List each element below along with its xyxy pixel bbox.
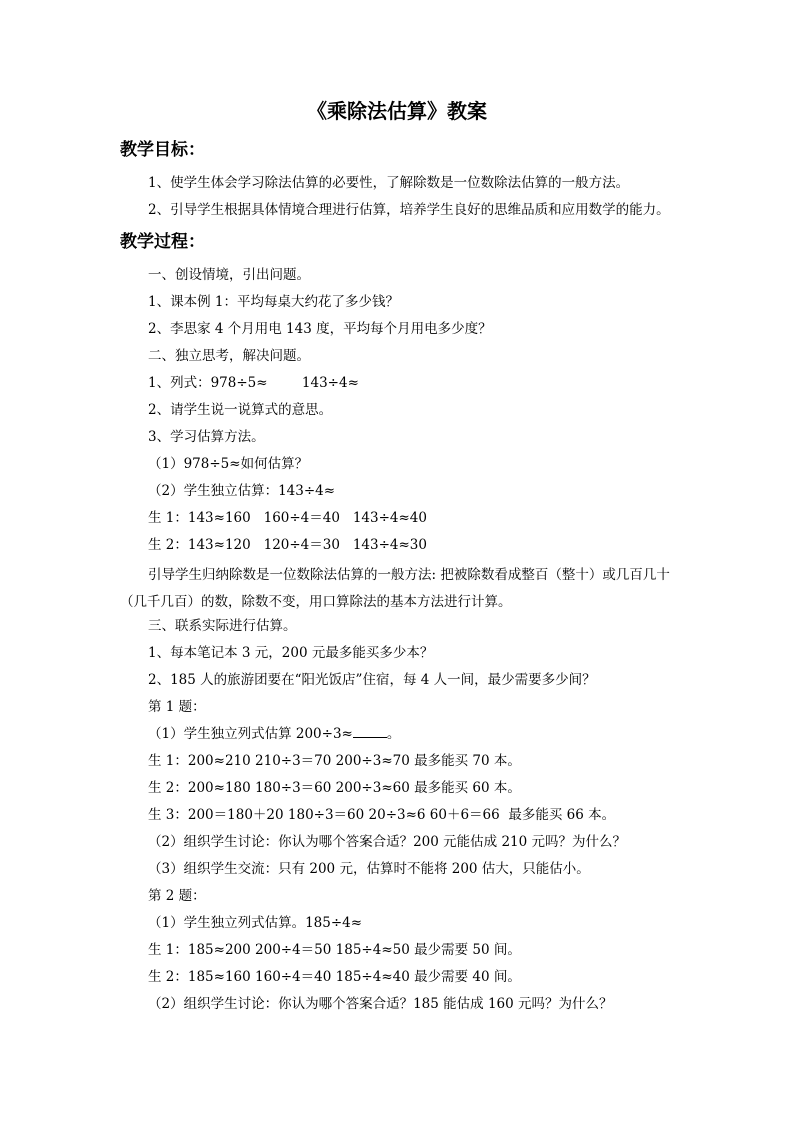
process-heading: 教学过程： bbox=[120, 232, 205, 252]
part3-item-1: 1、每本笔记本 3 元，200 元最多能买多少本？ bbox=[148, 645, 434, 661]
part2-item-4: （1）978÷5≈如何估算？ bbox=[148, 456, 309, 472]
part2-item-3: 3、学习估算方法。 bbox=[148, 429, 265, 445]
part2-item-6: 生 1：143≈160 160÷4＝40 143÷4≈40 bbox=[148, 510, 427, 526]
q1-line bbox=[148, 724, 400, 744]
part3-item-2: 2、185 人的旅游团要在“阳光饭店”住宿，每 4 人一间，最少需要多少间？ bbox=[148, 672, 596, 688]
q1-item-4: （2）组织学生讨论：你认为哪个答案合适？200 元能估成 210 元吗？为什么？ bbox=[148, 834, 626, 850]
part2-item-7: 生 2：143≈120 120÷4＝30 143÷4≈30 bbox=[148, 537, 427, 553]
part1-item-2: 2、李思家 4 个月用电 143 度，平均每个月用电多少度？ bbox=[148, 321, 492, 337]
document-title: 《乘除法估算》教案 bbox=[307, 99, 487, 123]
part2-item-1: 1、列式：978÷5≈ 143÷4≈ bbox=[148, 375, 359, 391]
part3-item-3: 第 1 题： bbox=[148, 699, 206, 715]
q1-item-1: 生 1：200≈210 210÷3＝70 200÷3≈70 最多能买 70 本。 bbox=[148, 753, 521, 769]
part2-item-5: （2）学生独立估算：143÷4≈ bbox=[148, 483, 336, 499]
q2-item-4: 生 2：185≈160 160÷4＝40 185÷4≈40 最少需要 40 间。 bbox=[148, 969, 521, 985]
part3-title: 三、联系实际进行估算。 bbox=[148, 618, 297, 634]
q1-item-5: （3）组织学生交流：只有 200 元，估算时不能将 200 估大，只能估小。 bbox=[148, 861, 590, 877]
part2-item-2: 2、请学生说一说算式的意思。 bbox=[148, 402, 333, 418]
q1-suffix: 。 bbox=[386, 726, 401, 742]
answer-blank bbox=[353, 725, 387, 738]
q2-item-1: 第 2 题： bbox=[148, 888, 206, 904]
q2-item-5: （2）组织学生讨论：你认为哪个答案合适？185 能估成 160 元吗？为什么？ bbox=[148, 996, 613, 1012]
goal-2: 2、引导学生根据具体情境合理进行估算，培养学生良好的思维品质和应用数学的能力。 bbox=[148, 202, 670, 218]
part1-title: 一、创设情境，引出问题。 bbox=[148, 267, 310, 283]
q1-prefix: （1）学生独立列式估算 200÷3≈ bbox=[148, 726, 353, 742]
part1-item-1: 1、课本例 1：平均每桌大约花了多少钱？ bbox=[148, 294, 399, 310]
q2-item-2: （1）学生独立列式估算。185÷4≈ bbox=[148, 915, 363, 931]
part2-summary: 引导学生归纳除数是一位数除法估算的一般方法: 把被除数看成整百（整十）或几百几十（几千几百）的数，除数不变，用口算除法的基本方法进行计算。 bbox=[120, 567, 670, 610]
q2-item-3: 生 1：185≈200 200÷4＝50 185÷4≈50 最少需要 50 间。 bbox=[148, 942, 521, 958]
goals-heading: 教学目标： bbox=[120, 140, 205, 160]
goal-1: 1、使学生体会学习除法估算的必要性，了解除数是一位数除法估算的一般方法。 bbox=[148, 175, 630, 191]
part2-title: 二、独立思考，解决问题。 bbox=[148, 348, 310, 364]
q1-item-2: 生 2：200≈180 180÷3＝60 200÷3≈60 最多能买 60 本。 bbox=[148, 780, 521, 796]
q1-item-3: 生 3：200＝180＋20 180÷3＝60 20÷3≈6 60＋6＝66 最多能买 66 本。 bbox=[148, 807, 616, 823]
